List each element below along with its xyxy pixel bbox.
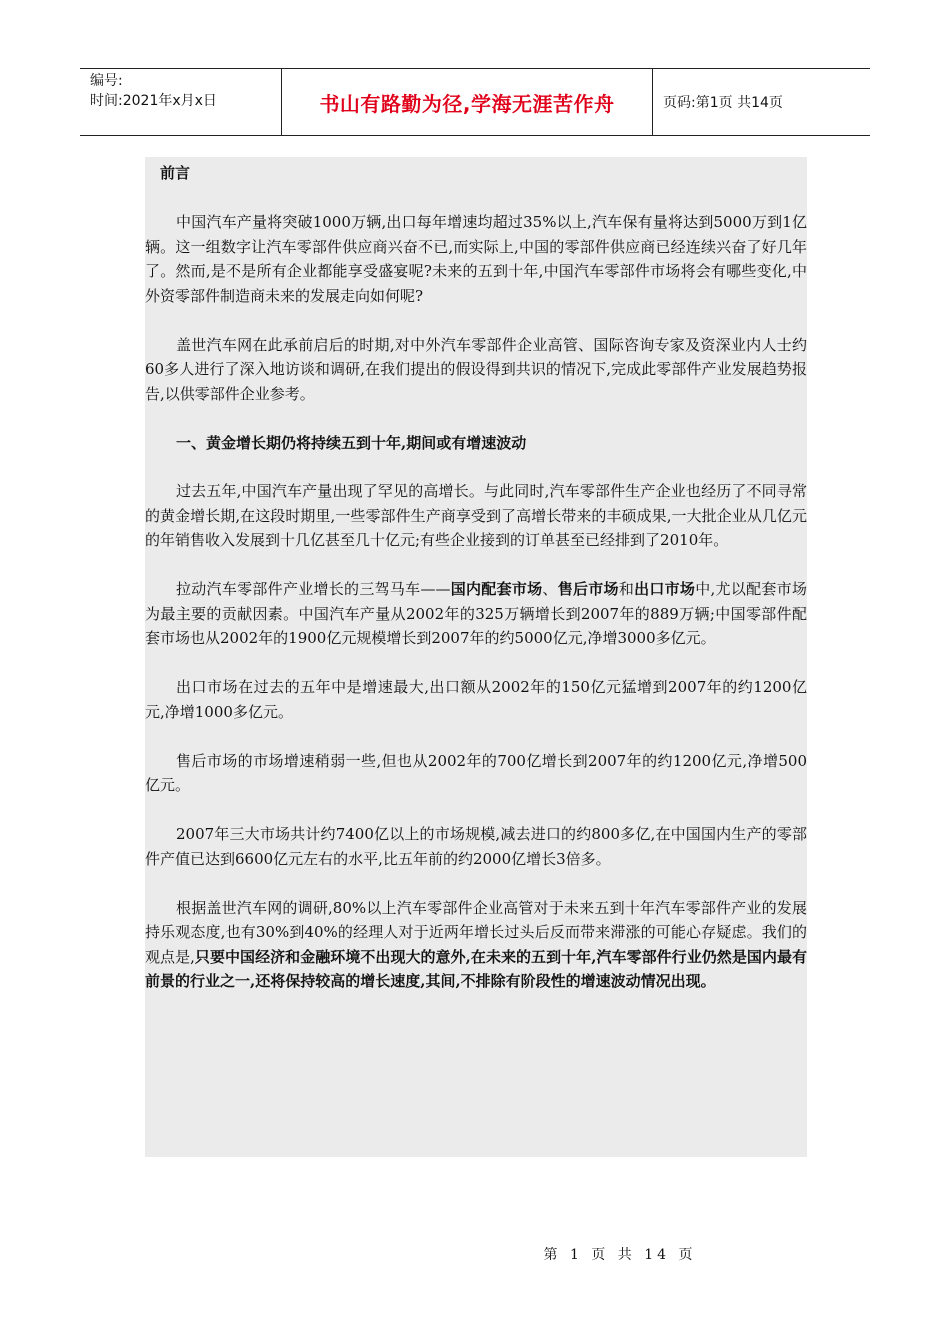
p4-text-e: 和 [618, 580, 635, 598]
p4-domestic-market: 国内配套市场 [450, 580, 543, 598]
paragraph-4 [145, 577, 807, 651]
header-page-info: 页码:第1页 共14页 [663, 95, 783, 111]
doc-date: 时间:2021年x月x日 [90, 93, 217, 109]
p8-text-a: 根据盖世汽车网的调研,80%以上汽车零部件企业高管对于未来五到十年汽车零部件产业的发展持乐观态度,也有30%到40%的经理人对于近两年增长过头后反而带来滞涨的可能心存疑虑。我们的观点是, [145, 898, 807, 966]
paragraph-7: 2007年三大市场共计约7400亿以上的市场规模,减去进口的约800多亿,在中国国内生产的零部件产值已达到6600亿元左右的水平,比五年前的约2000亿增长3倍多。 [145, 825, 807, 868]
paragraph-8 [145, 896, 807, 994]
paragraph-5: 出口市场在过去的五年中是增速最大,出口额从2002年的150亿元猛增到2007年的约1200亿元,净增1000多亿元。 [145, 678, 807, 721]
page-footer: 第 1 页 共 14 页 [543, 1247, 697, 1263]
p4-text-c: 、 [542, 580, 558, 598]
paragraph-2: 盖世汽车网在此承前启后的时期,对中外汽车零部件企业高管、国际咨询专家及资深业内人士约60多人进行了深入地访谈和调研,在我们提出的假设得到共识的情况下,完成此零部件产业发展趋势报告,以供零部件企业参考。 [145, 335, 807, 403]
document-body [145, 157, 807, 1157]
page-header [80, 68, 870, 136]
preface-title: 前言 [160, 164, 191, 182]
p8-conclusion: 只要中国经济和金融环境不出现大的意外,在未来的五到十年,汽车零部件行业仍然是国内最有前景的行业之一,还将保持较高的增长速度,其间,不排除有阶段性的增速波动情况出现。 [145, 947, 807, 990]
p4-text-a: 拉动汽车零部件产业增长的三驾马车—— [176, 580, 451, 598]
paragraph-6: 售后市场的市场增速稍弱一些,但也从2002年的700亿增长到2007年的约1200亿元,净增500亿元。 [145, 751, 807, 794]
header-motto: 书山有路勤为径,学海无涯苦作舟 [282, 69, 653, 135]
header-meta [80, 69, 282, 135]
p4-text-g: 中,尤以配套市场为最主要的贡献因素。中国汽车产量从2002年的325万辆增长到2007年的889万辆;中国零部件配套市场也从2002年的1900亿元规模增长到2007年的约5000亿元,净增3000多亿元。 [145, 580, 807, 647]
paragraph-3: 过去五年,中国汽车产量出现了罕见的高增长。与此同时,汽车零部件生产企业也经历了不同寻常的黄金增长期,在这段时期里,一些零部件生产商享受到了高增长带来的丰硕成果,一大批企业从几亿元的年销售收入发展到十几亿甚至几十亿元;有些企业接到的订单甚至已经排到了2010年。 [145, 482, 807, 549]
doc-number-label: 编号: [90, 73, 123, 89]
p4-aftermarket: 售后市场 [557, 580, 619, 598]
paragraph-1: 中国汽车产量将突破1000万辆,出口每年增速均超过35%以上,汽车保有量将达到5000万到1亿辆。这一组数字让汽车零部件供应商兴奋不已,而实际上,中国的零部件供应商已经连续兴奋了好几年了。然而,是不是所有企业都能享受盛宴呢?未来的五到十年,中国汽车零部件市场将会有哪些变化,中外资零部件制造商未来的发展走向如何呢? [145, 213, 807, 305]
section-1-title: 一、黄金增长期仍将持续五到十年,期间或有增速波动 [176, 433, 527, 452]
p4-export-market: 出口市场 [634, 580, 696, 598]
